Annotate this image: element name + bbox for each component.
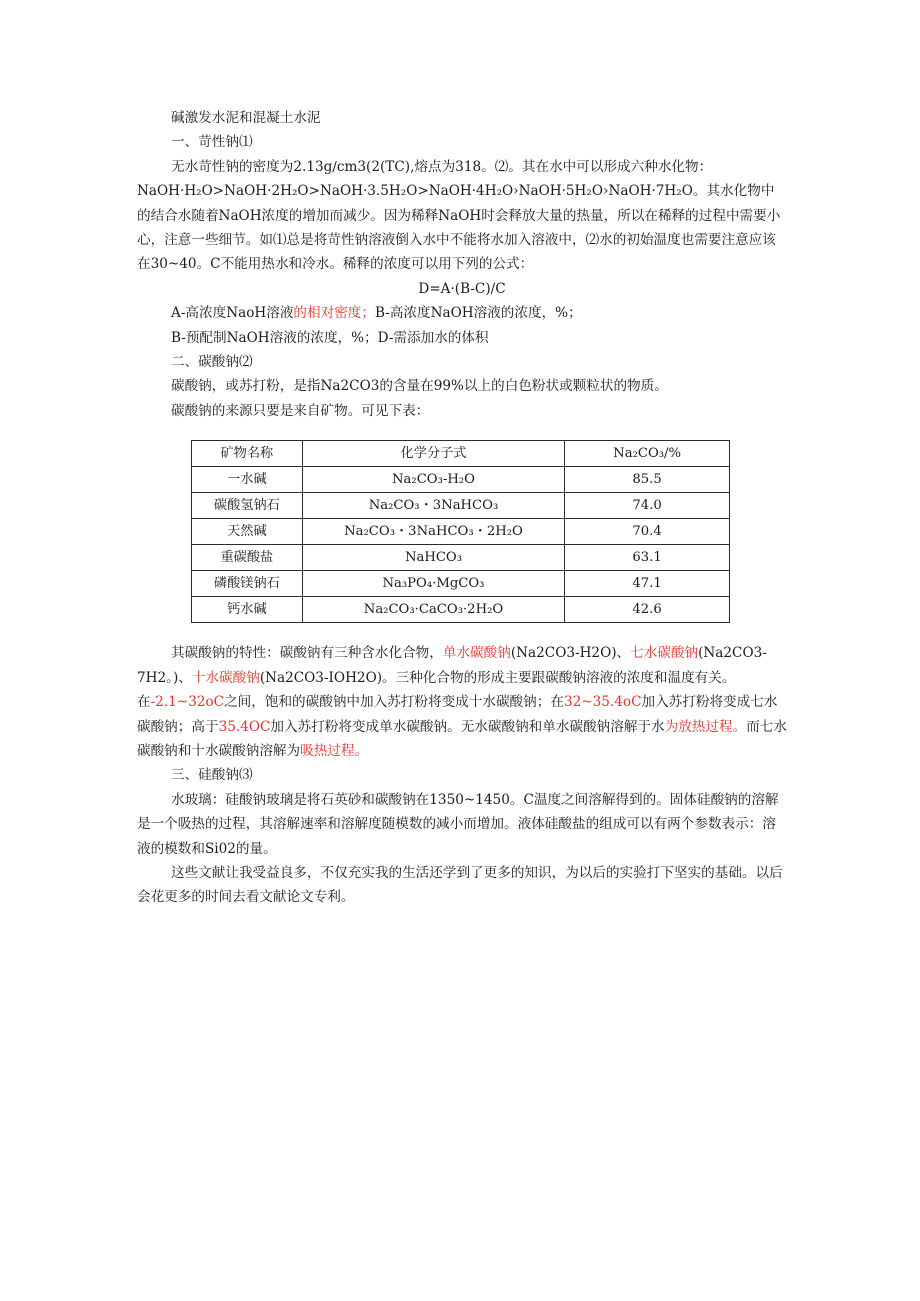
table-row — [192, 597, 730, 623]
cell-formula: NaHCO₃ — [302, 545, 564, 571]
table-row — [192, 519, 730, 545]
table-header-row — [192, 441, 730, 467]
props-text-8: 而七水碳酸钠和十水碳酸钠溶解为 — [137, 718, 787, 759]
props-highlight-range-1: -2.1~32oC — [150, 694, 225, 711]
dilution-formula: D=A·(B-C)/C — [418, 280, 506, 297]
section-2-heading: 二、碳酸钠⑵ — [171, 354, 253, 371]
props-text-2: (Na2CO3-H2O)、 — [510, 645, 631, 662]
cell-formula: Na₂CO₃・3NaHCO₃ — [302, 493, 564, 519]
section-1-heading: 一、苛性钠⑴ — [171, 134, 253, 151]
dilution-text: 其水化物中的结合水随着NaOH浓度的增加而减少。因为稀释NaOH时会释放大量的热量，所以在稀释的过程中需要小心，注意一些细节。如⑴总是将苛性钠溶液倒入水中不能将水加入溶液中，⑵水的初始温度也需要注意应该在30~40。C不能用热水和冷水。稀释的浓度可以用下列的公式： — [137, 183, 781, 273]
def-a-part-1: A-高浓度NaoH溶液 — [171, 305, 294, 322]
props-highlight-heptahydrate: 七水碳酸钠 — [630, 645, 699, 662]
table-row — [192, 571, 730, 597]
cell-formula: Na₂CO₃-H₂O — [302, 467, 564, 493]
def-a-part-3: B-高浓度NaOH溶液的浓度，%； — [374, 305, 582, 322]
cell-formula: Na₂CO₃・3NaHCO₃・2H₂O — [302, 519, 564, 545]
props-highlight-monohydrate: 单水碳酸钠 — [442, 645, 511, 662]
cell-percent: 42.6 — [565, 597, 730, 623]
table-row — [192, 493, 730, 519]
props-highlight-exothermic: 为放热过程。 — [664, 718, 747, 735]
section-1-paragraph — [137, 155, 787, 179]
soda-source: 碳酸钠的来源只要是来自矿物。可见下表： — [171, 402, 430, 419]
section-3-heading: 三、硅酸钠⑶ — [171, 767, 253, 784]
cell-name: 一水碱 — [192, 467, 303, 493]
props-text-7: 加入苏打粉将变成单水碳酸钠。无水碳酸钠和单水碳酸钠溶解于水 — [270, 718, 665, 735]
cell-percent: 47.1 — [565, 571, 730, 597]
props-text-4: (Na2CO3-IOH2O)。三种化合物的形成主要跟碳酸钠溶液的浓度和温度有关。在 — [137, 669, 736, 711]
formula-definition-a — [137, 301, 787, 325]
cell-formula: Na₂CO₃·CaCO₃·2H₂O — [302, 597, 564, 623]
cell-name: 天然碱 — [192, 519, 303, 545]
props-text-6: 加入苏打粉将变成七水碳酸钠；高于 — [137, 694, 778, 735]
water-glass-paragraph: 水玻璃：硅酸钠玻璃是将石英砂和碳酸钠在1350~1450。C温度之间溶解得到的。固体硅酸钠的溶解是一个吸热的过程，其溶解速率和溶解度随模数的减小而增加。液体硅酸盐的组成可以有两个参数表示：溶液的模数和Si02的量。 — [137, 791, 779, 857]
mineral-table — [191, 440, 730, 623]
cell-name: 碳酸氢钠石 — [192, 493, 303, 519]
header-formula: 化学分子式 — [302, 441, 564, 467]
cell-name: 重碳酸盐 — [192, 545, 303, 571]
document-title: 碱激发水泥和混凝土水泥 — [171, 110, 321, 126]
props-highlight-decahydrate: 十水碳酸钠 — [191, 669, 260, 686]
cell-name: 磷酸镁钠石 — [192, 571, 303, 597]
formula-definition-b: B-预配制NaOH溶液的浓度，%；D-需添加水的体积 — [171, 329, 489, 346]
header-mineral-name: 矿物名称 — [192, 441, 303, 467]
conclusion-paragraph: 这些文献让我受益良多，不仅充实我的生活还学到了更多的知识，为以后的实验打下坚实的基础。以后会花更多的时间去看文献论文专利。 — [137, 864, 783, 906]
props-text-5: 之间，饱和的碳酸钠中加入苏打粉将变成十水碳酸钠；在 — [224, 694, 564, 711]
header-percent: Na₂CO₃/% — [565, 441, 730, 467]
def-a-highlight: 的相对密度； — [293, 305, 375, 322]
soda-definition: 碳酸钠，或苏打粉，是指Na2CO3的含量在99%以上的白色粉状或颗粒状的物质。 — [171, 378, 668, 395]
cell-percent: 70.4 — [565, 519, 730, 545]
document-body — [137, 106, 787, 910]
table-row — [192, 467, 730, 493]
carbonate-properties-paragraph — [137, 641, 787, 763]
density-text: 无水苛性钠的密度为2.13g∕cm3(2(TC),熔点为318。⑵。其在水中可以形成六种水化物： — [171, 158, 713, 175]
cell-percent: 63.1 — [565, 545, 730, 571]
props-text-1: 其碳酸钠的特性：碳酸钠有三种含水化合物， — [171, 645, 443, 662]
props-text-3: (Na2CO3-7H2。)、 — [137, 645, 767, 686]
table-row — [192, 545, 730, 571]
cell-name: 钙水碱 — [192, 597, 303, 623]
hydrate-paragraph — [137, 179, 787, 277]
props-highlight-temp: 35.4OC — [218, 718, 271, 735]
cell-percent: 85.5 — [565, 467, 730, 493]
table-spacer — [137, 623, 787, 641]
props-highlight-range-2: 32~35.4oC — [563, 694, 642, 711]
cell-formula: Na₃PO₄·MgCO₃ — [302, 571, 564, 597]
props-highlight-endothermic: 吸热过程。 — [300, 742, 369, 759]
hydrate-series: NaOH·H₂O>NaOH·2H₂O>NaOH·3.5H₂O>NaOH·4H₂O›NaOH·5H₂O›NaOH·7H₂O。 — [137, 183, 707, 200]
cell-percent: 74.0 — [565, 493, 730, 519]
